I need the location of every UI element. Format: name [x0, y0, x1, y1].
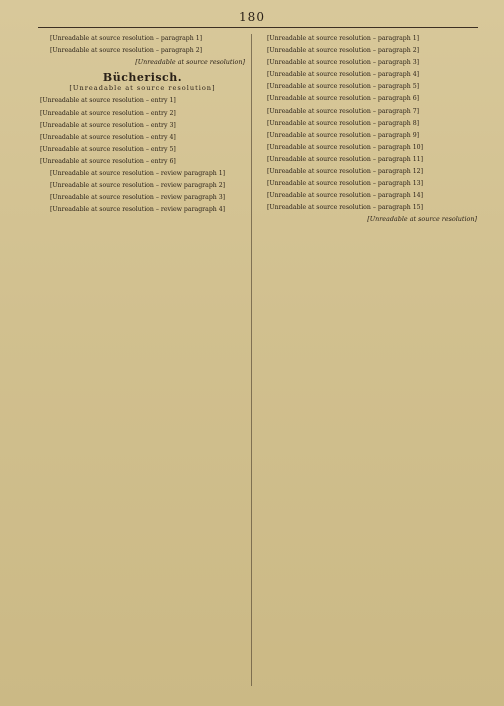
paragraph: [Unreadable at source resolution – paragraph 6] — [267, 95, 420, 103]
paragraph: [Unreadable at source resolution – paragraph 13] — [267, 180, 424, 188]
paragraph: [Unreadable at source resolution – paragraph 10] — [267, 143, 424, 151]
review-paragraph: [Unreadable at source resolution – review paragraph 4] — [50, 206, 226, 214]
paragraph: [Unreadable at source resolution – paragraph 1] — [267, 35, 420, 42]
book-entry: [Unreadable at source resolution – entry 5] — [40, 145, 176, 153]
paragraph: [Unreadable at source resolution – paragraph 5] — [267, 83, 420, 91]
paragraph: [Unreadable at source resolution – paragraph 9] — [267, 131, 420, 139]
book-entry: [Unreadable at source resolution – entry 6] — [40, 157, 176, 165]
review-paragraph: [Unreadable at source resolution – review paragraph 1] — [50, 170, 226, 178]
paragraph: [Unreadable at source resolution – paragraph 12] — [267, 168, 424, 176]
paragraph: [Unreadable at source resolution – paragraph 14] — [267, 192, 424, 200]
column-divider — [251, 34, 252, 686]
paragraph: [Unreadable at source resolution – paragraph 4] — [267, 71, 420, 79]
book-entry: [Unreadable at source resolution – entry 1] — [40, 97, 176, 105]
paragraph: [Unreadable at source resolution – paragraph 8] — [267, 119, 420, 127]
book-entry: [Unreadable at source resolution – entry 4] — [40, 133, 176, 141]
paragraph: [Unreadable at source resolution – paragraph 11] — [267, 155, 424, 163]
paragraph: [Unreadable at source resolution – paragraph 3] — [267, 59, 420, 67]
page-number: 180 — [239, 10, 265, 24]
paragraph: [Unreadable at source resolution – paragraph 2] — [267, 47, 420, 55]
paragraph: [Unreadable at source resolution – paragraph 2] — [50, 47, 203, 55]
right-column — [257, 34, 477, 690]
paragraph: [Unreadable at source resolution – paragraph 1] — [50, 35, 203, 42]
paragraph: [Unreadable at source resolution – paragraph 15] — [267, 204, 424, 212]
header-rule — [38, 27, 478, 28]
review-paragraph: [Unreadable at source resolution – review paragraph 3] — [50, 194, 226, 202]
book-entry: [Unreadable at source resolution – entry 2] — [40, 109, 176, 117]
book-entry: [Unreadable at source resolution – entry 3] — [40, 121, 176, 129]
signature: [Unreadable at source resolution] — [367, 215, 477, 224]
signature: [Unreadable at source resolution] — [135, 58, 245, 67]
review-paragraph: [Unreadable at source resolution – review paragraph 2] — [50, 182, 226, 190]
section-heading: Bücherisch. — [102, 71, 183, 85]
paragraph: [Unreadable at source resolution – paragraph 7] — [267, 107, 420, 115]
left-column — [40, 34, 245, 690]
section-subheading: [Unreadable at source resolution] — [69, 84, 216, 93]
